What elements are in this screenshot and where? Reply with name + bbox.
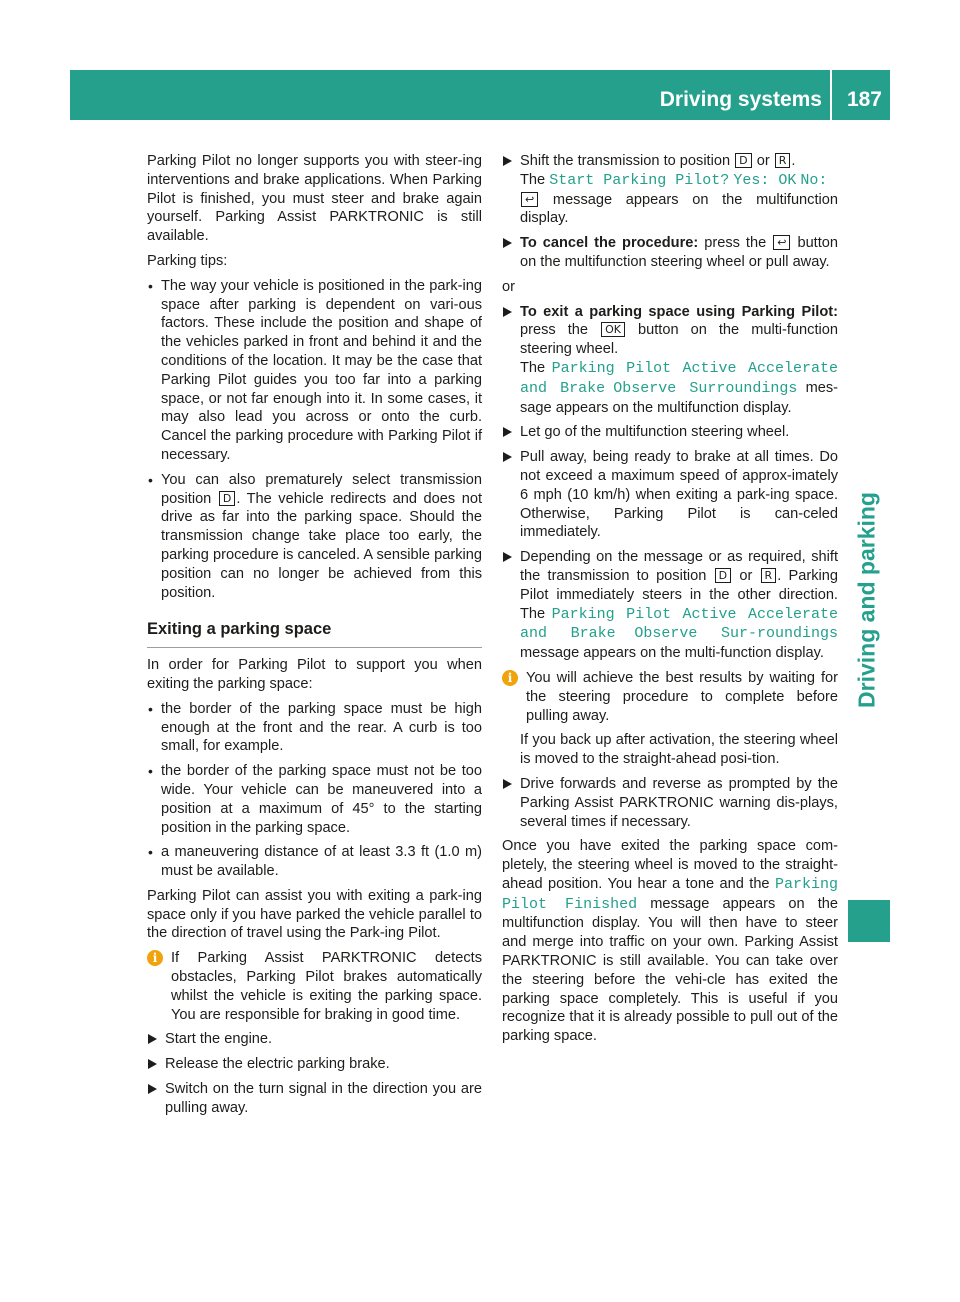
d-key-icon: D (715, 568, 731, 583)
back-key-icon: ↩ (773, 235, 790, 250)
paragraph: In order for Parking Pilot to support you when exiting the parking space: (147, 657, 482, 692)
side-tab-marker (848, 900, 890, 942)
step: Pull away, being ready to brake at all times. Do not exceed a maximum speed of approx-imately 6 mph (10 km/h) when exiting a park-ing space. Otherwise, Parking Pilot is can-celed immediately. (502, 448, 838, 542)
list-item: • the border of the parking space must not be too wide. Your vehicle can be maneuvered into a position at a maximum of 45° to the starting position in the parking space. (147, 762, 482, 837)
back-key-icon: ↩ (521, 192, 538, 207)
step: Release the electric parking brake. (147, 1055, 482, 1074)
d-key-icon: D (219, 491, 235, 506)
step: To exit a parking space using Parking Pilot: press the OK button on the multi-function steering wheel. The Parking Pilot Active Accelerate and Brake Observe Surroundings mes-sage appears on the multifunction display. (502, 303, 838, 418)
header-bar (70, 70, 890, 120)
list-item: • the border of the parking space must be high enough at the front and the rear. A curb is too small, for example. (147, 700, 482, 756)
or-text: or (502, 278, 515, 295)
r-key-icon: R (775, 153, 791, 168)
r-key-icon: R (761, 568, 777, 583)
intro-paragraph: Parking Pilot no longer supports you with steer-ing interventions and brake applications. When Parking Pilot is finished, you must steer and brake again yourself. Parking Assist PARKTRONIC is still available. (147, 153, 482, 245)
step: Let go of the multifunction steering wheel. (502, 423, 838, 442)
paragraph: Parking Pilot can assist you with exiting a park-ing space only if you have parked the vehicle parallel to the direction of travel using the Park-ing Pilot. (147, 887, 482, 942)
header-divider (830, 70, 832, 120)
left-column (147, 152, 482, 1124)
info-note: i If Parking Assist PARKTRONIC detects obstacles, Parking Pilot brakes automatically whilst the vehicle is exiting the parking space. You are responsible for braking in good time. (147, 949, 482, 1024)
step: Drive forwards and reverse as prompted by the Parking Assist PARKTRONIC warning dis-plays, several times if necessary. (502, 775, 838, 831)
info-note: i You will achieve the best results by waiting for the steering procedure to complete before pulling away. (502, 669, 838, 725)
step: Shift the transmission to position D or R . The Start Parking Pilot? Yes: OK No: ↩ message appears on the multifunction display. (502, 152, 838, 228)
info-icon: i (147, 950, 163, 966)
side-tab-label: Driving and parking (853, 492, 880, 708)
step: Start the engine. (147, 1030, 482, 1049)
list-item: • You can also prematurely select transmission position D . The vehicle redirects and does not drive as far into the parking space. Should the transmission change take place too early, the parking procedure is canceled. A sensible parking position can no longer be achieved from this position. (147, 471, 482, 603)
side-tab (845, 220, 890, 830)
info-icon: i (502, 670, 518, 686)
page-number: 187 (846, 88, 882, 111)
paragraph: If you back up after activation, the steering wheel is moved to the straight-ahead posi-tion. (520, 732, 838, 768)
right-column (502, 152, 838, 1052)
d-key-icon: D (735, 153, 751, 168)
chapter-title: Driving systems (659, 88, 822, 111)
list-item: • The way your vehicle is positioned in the park-ing space after parking is dependent on vari-ous factors. These include the position and shape of the vehicles parked in front and behind it and the conditions of the location. It may be the case that Parking Pilot guides you too far into a parking space, or not far enough into it. In some cases, it may also lead you across or onto the curb. Cancel the parking procedure with Parking Pilot if necessary. (147, 277, 482, 465)
step: Switch on the turn signal in the direction you are pulling away. (147, 1080, 482, 1118)
ok-key-icon: OK (601, 322, 625, 337)
step: To cancel the procedure: press the ↩ button on the multifunction steering wheel or pull away. (502, 234, 838, 272)
tips-label: Parking tips: (147, 252, 228, 269)
list-item: • a maneuvering distance of at least 3.3 ft (1.0 m) must be available. (147, 843, 482, 881)
paragraph: Once you have exited the parking space com-pletely, the steering wheel is moved to the straight-ahead position. You hear a tone and the Parking Pilot Finished message appears on the multifunction display. You will then have to steer and merge into traffic on your own. Parking Assist PARKTRONIC is still available. You can take over the steering before the vehi-cle has exited the parking space completely. This is useful if you recognize that it is already possible to pull out of the parking space. (502, 838, 838, 1045)
step: Depending on the message or as required, shift the transmission to position D or R . Parking Pilot immediately steers in the other direction. The Parking Pilot Active Accelerate and Brake Observe Sur-roundings message appears on the multi-function display. (502, 548, 838, 663)
section-title: Exiting a parking space (147, 620, 482, 648)
